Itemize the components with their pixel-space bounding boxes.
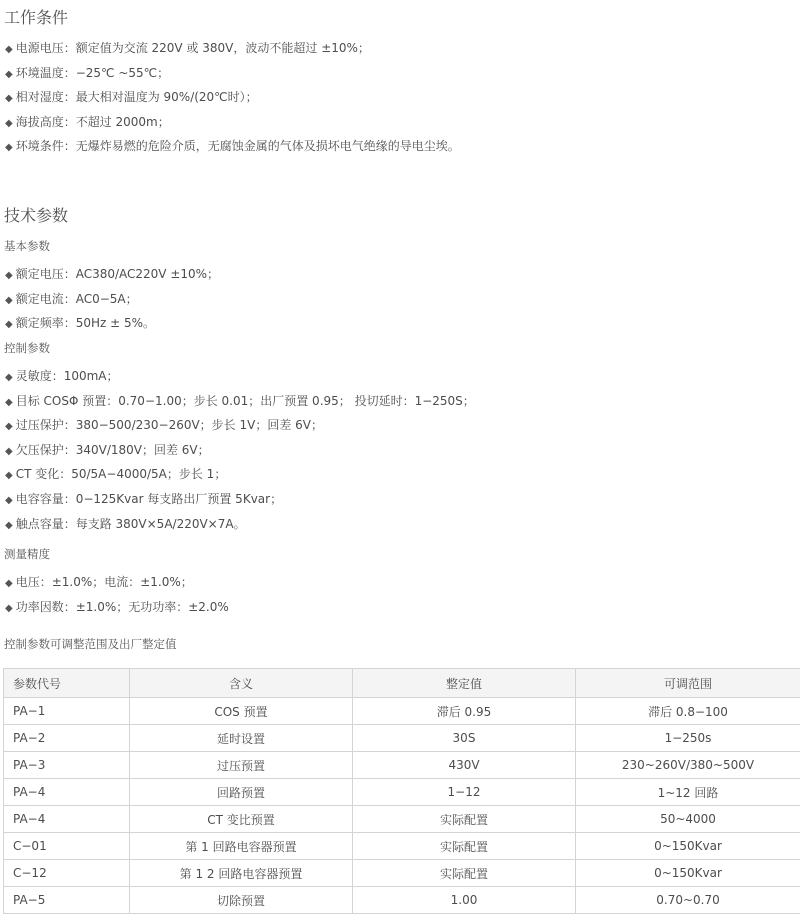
cell-setting: 滞后 0.95 <box>353 698 576 725</box>
subsection-title-basic: 基本参数 <box>4 238 50 254</box>
control-params-list <box>5 364 475 536</box>
header-range: 可调范围 <box>576 669 800 698</box>
header-meaning: 含义 <box>130 669 353 698</box>
cell-range: 1~12 回路 <box>576 779 800 806</box>
cell-range: 230~260V/380~500V <box>576 752 800 779</box>
cell-code: C−01 <box>4 833 130 860</box>
cell-code: PA−4 <box>4 779 130 806</box>
diamond-bullet-icon: ◆ <box>5 470 13 481</box>
cell-code: PA−5 <box>4 887 130 914</box>
diamond-bullet-icon: ◆ <box>5 520 13 531</box>
list-item: ◆ 功率因数：±1.0%；无功功率：±2.0% <box>5 595 229 620</box>
table-row <box>4 725 800 752</box>
cell-range: 0~150Kvar <box>576 860 800 887</box>
table-row <box>4 779 800 806</box>
table-row <box>4 806 800 833</box>
list-item: ◆ 灵敏度：100mA； <box>5 364 475 389</box>
list-item: ◆ 相对湿度：最大相对温度为 90%/(20℃时）； <box>5 85 460 110</box>
cell-range: 1−250s <box>576 725 800 752</box>
diamond-bullet-icon: ◆ <box>5 421 13 432</box>
cell-code: PA−4 <box>4 806 130 833</box>
diamond-bullet-icon: ◆ <box>5 270 13 281</box>
table-row <box>4 752 800 779</box>
table-row <box>4 887 800 914</box>
cell-setting: 1−12 <box>353 779 576 806</box>
table-header-row <box>4 669 800 698</box>
cell-meaning: 回路预置 <box>130 779 353 806</box>
list-item: ◆ 触点容量：每支路 380V×5A/220V×7A。 <box>5 512 475 537</box>
header-setting: 整定值 <box>353 669 576 698</box>
diamond-bullet-icon: ◆ <box>5 93 13 104</box>
list-item: ◆ 电源电压：额定值为交流 220V 或 380V，波动不能超过 ±10%； <box>5 36 460 61</box>
list-item: ◆ 额定频率：50Hz ± 5%。 <box>5 311 219 336</box>
diamond-bullet-icon: ◆ <box>5 319 13 330</box>
list-item: ◆ 海拔高度：不超过 2000m； <box>5 110 460 135</box>
cell-meaning: 第 1 2 回路电容器预置 <box>130 860 353 887</box>
list-item: ◆ 电压：±1.0%；电流：±1.0%； <box>5 570 229 595</box>
cell-range: 0.70~0.70 <box>576 887 800 914</box>
diamond-bullet-icon: ◆ <box>5 44 13 55</box>
cell-code: C−12 <box>4 860 130 887</box>
cell-range: 50~4000 <box>576 806 800 833</box>
diamond-bullet-icon: ◆ <box>5 372 13 383</box>
table-row <box>4 860 800 887</box>
working-conditions-list <box>5 36 460 159</box>
cell-meaning: 第 1 回路电容器预置 <box>130 833 353 860</box>
diamond-bullet-icon: ◆ <box>5 495 13 506</box>
measurement-list <box>5 570 229 619</box>
basic-params-list <box>5 262 219 336</box>
cell-meaning: 切除预置 <box>130 887 353 914</box>
header-code: 参数代号 <box>4 669 130 698</box>
list-item: ◆ 额定电压：AC380/AC220V ±10%； <box>5 262 219 287</box>
cell-meaning: CT 变比预置 <box>130 806 353 833</box>
section-title-working-conditions: 工作条件 <box>4 5 68 28</box>
cell-code: PA−2 <box>4 725 130 752</box>
list-item: ◆ 环境温度：−25℃ ~55℃； <box>5 61 460 86</box>
cell-setting: 实际配置 <box>353 806 576 833</box>
cell-meaning: 过压预置 <box>130 752 353 779</box>
cell-code: PA−3 <box>4 752 130 779</box>
cell-setting: 实际配置 <box>353 860 576 887</box>
cell-code: PA−1 <box>4 698 130 725</box>
cell-meaning: 延时设置 <box>130 725 353 752</box>
diamond-bullet-icon: ◆ <box>5 118 13 129</box>
table-caption: 控制参数可调整范围及出厂整定值 <box>4 636 177 652</box>
list-item: ◆ 欠压保护：340V/180V；回差 6V； <box>5 438 475 463</box>
diamond-bullet-icon: ◆ <box>5 578 13 589</box>
cell-setting: 30S <box>353 725 576 752</box>
cell-range: 滞后 0.8−100 <box>576 698 800 725</box>
list-item: ◆ 环境条件：无爆炸易燃的危险介质，无腐蚀金属的气体及损坏电气绝缘的导电尘埃。 <box>5 134 460 159</box>
cell-meaning: COS 预置 <box>130 698 353 725</box>
diamond-bullet-icon: ◆ <box>5 446 13 457</box>
diamond-bullet-icon: ◆ <box>5 397 13 408</box>
list-item: ◆ 过压保护：380−500/230−260V；步长 1V；回差 6V； <box>5 413 475 438</box>
diamond-bullet-icon: ◆ <box>5 69 13 80</box>
cell-setting: 1.00 <box>353 887 576 914</box>
subsection-title-measurement: 测量精度 <box>4 546 50 562</box>
section-title-tech-params: 技术参数 <box>4 203 68 226</box>
subsection-title-control: 控制参数 <box>4 340 50 356</box>
list-item: ◆ 目标 COSΦ 预置：0.70−1.00；步长 0.01；出厂预置 0.95； 投切延时：1−250S； <box>5 389 475 414</box>
cell-setting: 实际配置 <box>353 833 576 860</box>
table-row <box>4 698 800 725</box>
diamond-bullet-icon: ◆ <box>5 295 13 306</box>
list-item: ◆ 额定电流：AC0−5A； <box>5 287 219 312</box>
params-table <box>3 668 800 914</box>
table-row <box>4 833 800 860</box>
list-item: ◆ CT 变化：50/5A−4000/5A；步长 1； <box>5 462 475 487</box>
diamond-bullet-icon: ◆ <box>5 603 13 614</box>
diamond-bullet-icon: ◆ <box>5 142 13 153</box>
cell-setting: 430V <box>353 752 576 779</box>
list-item: ◆ 电容容量：0−125Kvar 每支路出厂预置 5Kvar； <box>5 487 475 512</box>
cell-range: 0~150Kvar <box>576 833 800 860</box>
